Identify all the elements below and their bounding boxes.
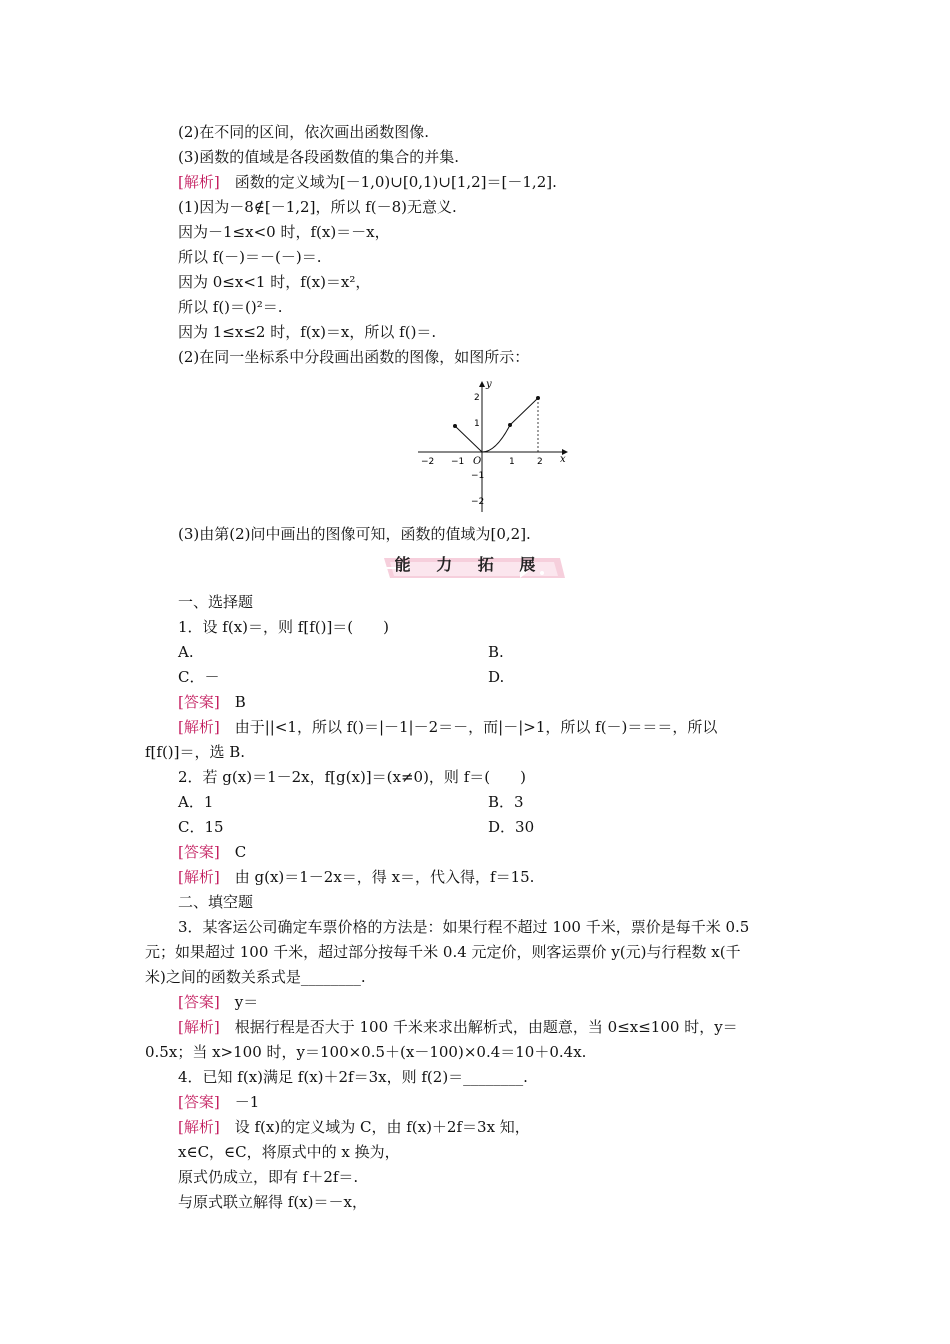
option-a: A．1 — [178, 793, 214, 811]
text-line — [178, 172, 557, 192]
answer-line — [178, 1092, 259, 1112]
graph-segment-linear — [455, 426, 482, 452]
answer-line — [178, 992, 258, 1012]
graph-point — [508, 423, 512, 427]
answer-value: －1 — [219, 1093, 260, 1111]
origin-label: O — [473, 456, 482, 467]
option-d: D．30 — [488, 818, 535, 836]
analysis-line: 与原式联立解得 f(x)＝－x， — [178, 1193, 367, 1211]
question-3-cont: 元；如果超过 100 千米，超过部分按每千米 0.4 元定价，则客运票价 y(元)与行程数 x(千 — [145, 943, 741, 961]
text-line: 所以 f(－)＝－(－)＝. — [178, 248, 322, 266]
text-line: 所以 f()＝()²＝. — [178, 298, 283, 316]
option-b: B. — [488, 643, 504, 661]
question-1: 1．设 f(x)＝，则 f[f()]＝( ) — [178, 618, 390, 636]
analysis-line: f[f()]＝，选 B. — [145, 743, 246, 761]
analysis-line: 原式仍成立，即有 f＋2f＝. — [178, 1168, 359, 1186]
analysis-line — [178, 1117, 530, 1137]
text-line: (2)在不同的区间，依次画出函数图像. — [178, 123, 430, 141]
analysis-line — [178, 867, 534, 887]
y-tick-label: −2 — [471, 497, 485, 507]
x-tick-label: −2 — [421, 457, 435, 467]
option-d: D. — [488, 668, 505, 686]
question-4: 4．已知 f(x)满足 f(x)＋2f＝3x，则 f(2)＝________. — [178, 1068, 528, 1086]
x-tick-label: 2 — [537, 457, 543, 467]
answer-tag: [答案] — [178, 1093, 220, 1111]
answer-value: y＝ — [219, 993, 259, 1011]
text-line: (3)由第(2)问中画出的图像可知，函数的值域为[0,2]. — [178, 525, 531, 543]
section-heading: 一、选择题 — [178, 593, 254, 611]
y-tick-label: 1 — [474, 419, 480, 429]
x-axis-label: x — [560, 454, 566, 465]
analysis-line — [178, 1017, 738, 1037]
y-tick-label: −1 — [471, 471, 485, 481]
text-line: (2)在同一坐标系中分段画出函数的图像，如图所示： — [178, 348, 530, 366]
x-tick-label: −1 — [451, 457, 465, 467]
question-3-cont: 米)之间的函数关系式是________. — [145, 968, 366, 986]
graph-point — [453, 424, 457, 428]
question-2: 2．若 g(x)＝1－2x，f[g(x)]＝(x≠0)，则 f＝( ) — [178, 768, 526, 786]
text-line: 因为－1≤x<0 时，f(x)＝－x， — [178, 223, 390, 241]
answer-tag: [答案] — [178, 993, 220, 1011]
text-line: 因为 1≤x≤2 时，f(x)＝x，所以 f()＝. — [178, 323, 437, 341]
answer-line — [178, 692, 246, 712]
analysis-tag: [解析] — [178, 173, 220, 191]
option-b: B．3 — [488, 793, 524, 811]
text-line: (3)函数的值域是各段函数值的集合的并集. — [178, 148, 460, 166]
analysis-tag: [解析] — [178, 718, 220, 736]
text-line: (1)因为－8∉[－1,2]，所以 f(－8)无意义. — [178, 198, 457, 216]
analysis-text: 设 f(x)的定义域为 C，由 f(x)＋2f＝3x 知， — [219, 1118, 530, 1136]
answer-value: B — [219, 693, 246, 711]
analysis-line: 0.5x；当 x>100 时，y＝100×0.5＋(x－100)×0.4＝10＋0.4x. — [145, 1043, 587, 1061]
y-tick-label: 2 — [474, 393, 480, 403]
y-axis-label: y — [486, 379, 492, 390]
graph-point — [536, 396, 540, 400]
text-line: 因为 0≤x<1 时，f(x)＝x²， — [178, 273, 371, 291]
function-graph — [415, 376, 575, 516]
analysis-tag: [解析] — [178, 868, 220, 886]
answer-value: C — [219, 843, 247, 861]
answer-tag: [答案] — [178, 693, 220, 711]
graph-segment-identity — [510, 398, 538, 425]
question-3: 3．某客运公司确定车票价格的方法是：如果行程不超过 100 千米，票价是每千米 0.5 — [178, 918, 750, 936]
section-heading: 二、填空题 — [178, 893, 254, 911]
answer-line — [178, 842, 246, 862]
banner-title: 能 力 拓 展 — [394, 555, 546, 574]
option-a: A. — [178, 643, 194, 661]
section-banner — [370, 552, 570, 582]
analysis-text: 由 g(x)＝1－2x＝，得 x＝，代入得，f＝15. — [219, 868, 535, 886]
analysis-text: 根据行程是否大于 100 千米来求出解析式，由题意，当 0≤x≤100 时，y＝ — [219, 1018, 738, 1036]
analysis-tag: [解析] — [178, 1118, 220, 1136]
option-c: C．15 — [178, 818, 224, 836]
analysis-text: 由于||<1，所以 f()＝|－1|－2＝－，而|－|>1，所以 f(－)＝＝＝，所以 — [219, 718, 718, 736]
analysis-line — [178, 717, 717, 737]
analysis-line: x∈C，∈C，将原式中的 x 换为， — [178, 1143, 400, 1161]
analysis-tag: [解析] — [178, 1018, 220, 1036]
answer-tag: [答案] — [178, 843, 220, 861]
x-tick-label: 1 — [509, 457, 515, 467]
text-line-body: 函数的定义域为[－1,0)∪[0,1)∪[1,2]＝[－1,2]. — [219, 173, 557, 191]
graph-segment-parabola — [482, 425, 510, 452]
option-c: C．－ — [178, 668, 220, 686]
